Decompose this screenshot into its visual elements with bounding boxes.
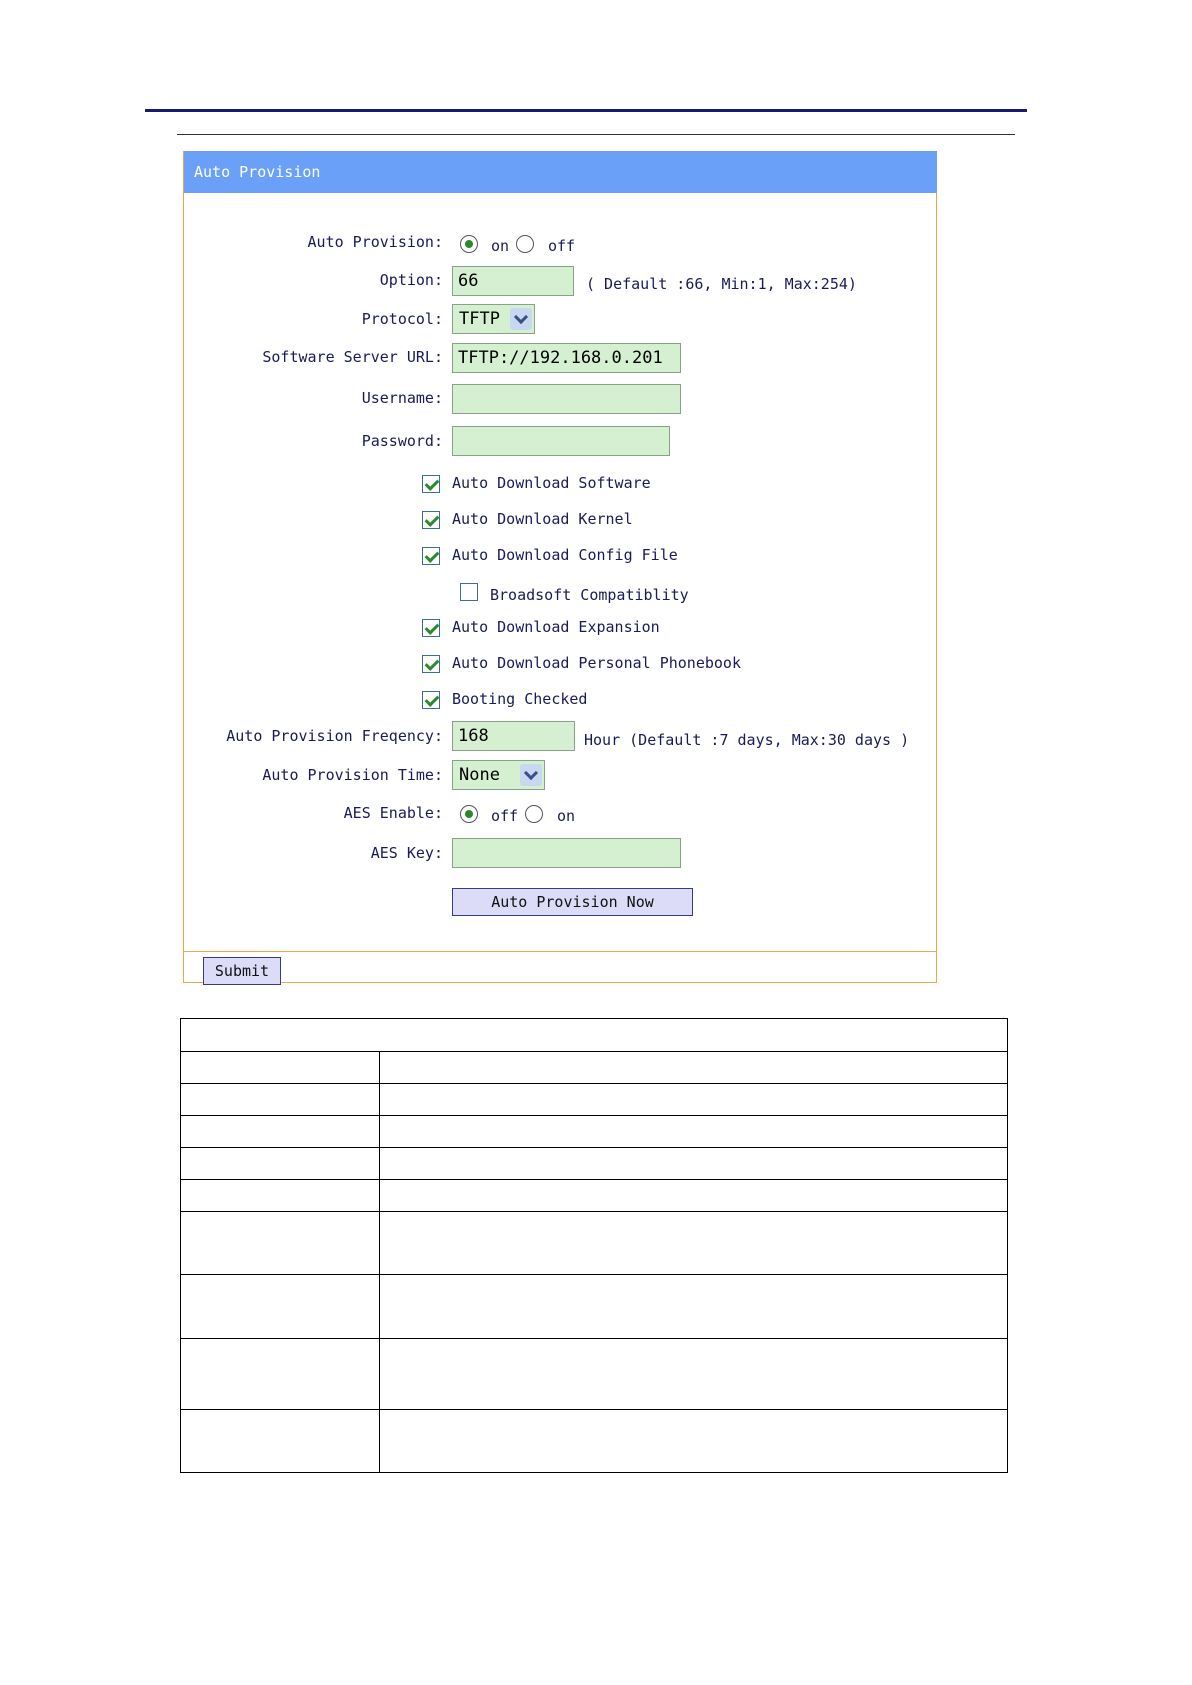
username-label: Username: bbox=[361, 389, 443, 407]
booting-checked-label: Booting Checked bbox=[452, 690, 588, 708]
username-input[interactable] bbox=[452, 384, 681, 414]
time-select[interactable] bbox=[452, 760, 545, 790]
auto-download-phonebook-label: Auto Download Personal Phonebook bbox=[452, 654, 741, 672]
aes-key-input[interactable] bbox=[452, 838, 681, 868]
auto-download-software-label: Auto Download Software bbox=[452, 474, 651, 492]
auto-download-config-label: Auto Download Config File bbox=[452, 546, 678, 564]
table-cell bbox=[380, 1339, 1008, 1410]
auto-download-software-checkbox[interactable] bbox=[422, 475, 440, 493]
aes-on-label: on bbox=[557, 807, 576, 825]
chevron-down-icon bbox=[520, 764, 542, 786]
aes-key-label: AES Key: bbox=[370, 844, 443, 862]
table-cell bbox=[380, 1052, 1008, 1084]
table-cell bbox=[181, 1410, 380, 1473]
booting-checked-checkbox[interactable] bbox=[422, 691, 440, 709]
table-cell bbox=[181, 1212, 380, 1275]
server-url-input[interactable]: TFTP://192.168.0.201 bbox=[452, 343, 681, 373]
auto-provision-off-radio[interactable] bbox=[516, 235, 534, 253]
protocol-label: Protocol: bbox=[361, 310, 443, 328]
frequency-input[interactable]: 168 bbox=[452, 721, 575, 751]
aes-on-radio[interactable] bbox=[525, 805, 543, 823]
auto-provision-on-radio[interactable] bbox=[460, 235, 478, 253]
auto-provision-label: Auto Provision: bbox=[307, 233, 443, 251]
table-cell bbox=[380, 1148, 1008, 1180]
auto-provision-off-label: off bbox=[548, 237, 576, 255]
table-cell bbox=[380, 1084, 1008, 1116]
protocol-select[interactable] bbox=[452, 304, 535, 334]
table-header-row bbox=[181, 1019, 1008, 1052]
option-hint: ( Default :66, Min:1, Max:254) bbox=[586, 275, 857, 293]
header-rule bbox=[145, 109, 1027, 112]
broadsoft-checkbox[interactable] bbox=[460, 583, 478, 601]
aes-off-label: off bbox=[491, 807, 519, 825]
auto-download-kernel-label: Auto Download Kernel bbox=[452, 510, 633, 528]
table-cell bbox=[380, 1180, 1008, 1212]
server-url-label: Software Server URL: bbox=[262, 348, 443, 366]
table-cell bbox=[181, 1275, 380, 1339]
table-cell bbox=[181, 1052, 380, 1084]
table-cell bbox=[380, 1410, 1008, 1473]
table-cell bbox=[181, 1339, 380, 1410]
frequency-hint: Hour (Default :7 days, Max:30 days ) bbox=[584, 731, 910, 749]
auto-download-config-checkbox[interactable] bbox=[422, 547, 440, 565]
aes-off-radio[interactable] bbox=[460, 805, 478, 823]
option-input[interactable]: 66 bbox=[452, 266, 574, 296]
table-cell bbox=[181, 1180, 380, 1212]
broadsoft-label: Broadsoft Compatiblity bbox=[490, 586, 689, 604]
chevron-down-icon bbox=[510, 308, 532, 330]
description-table bbox=[180, 1018, 1008, 1473]
aes-enable-label: AES Enable: bbox=[343, 804, 443, 822]
protocol-value: TFTP bbox=[459, 309, 500, 329]
table-cell bbox=[181, 1084, 380, 1116]
frequency-label: Auto Provision Freqency: bbox=[226, 727, 443, 745]
submit-button[interactable]: Submit bbox=[203, 957, 281, 985]
table-cell bbox=[181, 1116, 380, 1148]
option-label: Option: bbox=[379, 271, 443, 289]
auto-download-phonebook-checkbox[interactable] bbox=[422, 655, 440, 673]
table-cell bbox=[181, 1148, 380, 1180]
table-cell bbox=[380, 1275, 1008, 1339]
table-cell bbox=[380, 1212, 1008, 1275]
auto-provision-panel bbox=[183, 151, 937, 983]
password-label: Password: bbox=[361, 432, 443, 450]
table-cell bbox=[380, 1116, 1008, 1148]
time-value: None bbox=[459, 765, 500, 785]
auto-download-kernel-checkbox[interactable] bbox=[422, 511, 440, 529]
panel-footer-divider bbox=[184, 951, 936, 952]
auto-download-expansion-checkbox[interactable] bbox=[422, 619, 440, 637]
panel-title: Auto Provision bbox=[184, 151, 937, 193]
time-label: Auto Provision Time: bbox=[262, 766, 443, 784]
auto-download-expansion-label: Auto Download Expansion bbox=[452, 618, 660, 636]
password-input[interactable] bbox=[452, 426, 670, 456]
auto-provision-on-label: on bbox=[491, 237, 510, 255]
auto-provision-now-button[interactable]: Auto Provision Now bbox=[452, 888, 693, 916]
header-rule-thin bbox=[177, 134, 1015, 135]
